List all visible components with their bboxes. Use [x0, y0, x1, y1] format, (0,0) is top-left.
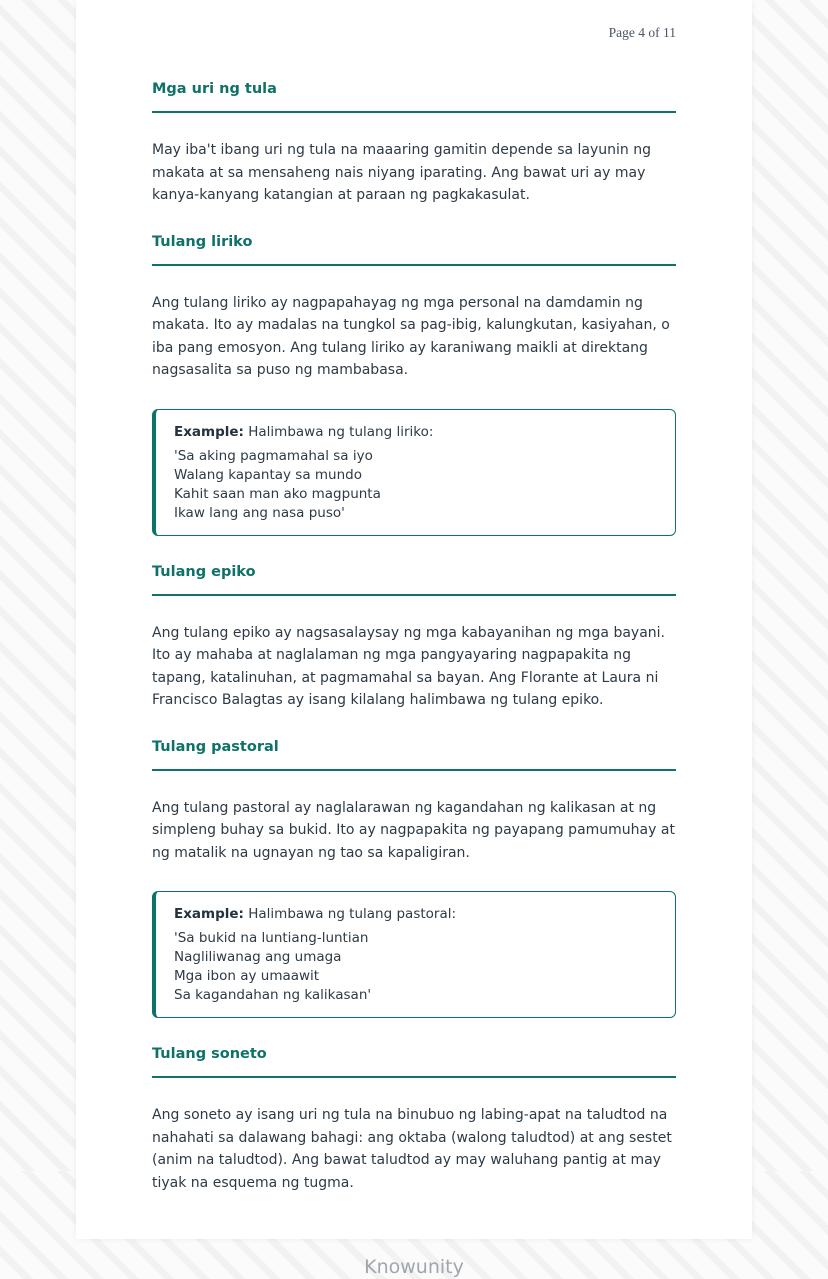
example-box-pastoral — [152, 891, 676, 1018]
example-line: Mga ibon ay umaawit — [174, 968, 320, 984]
section-paragraph: Ang tulang epiko ay nagsasalaysay ng mga kabayanihan ng mga bayani. Ito ay mahaba at naglalaman ng mga pangyayaring nagpapakita ng tapang, katalinuhan, at pagmamahal sa bayan. Ang Florante at Laura ni Francisco Balagtas ay isang kilalang halimbawa ng tulang epiko. — [152, 624, 665, 708]
page-indicator: Page 4 of 11 — [608, 25, 676, 40]
intro-paragraph: May iba't ibang uri ng tula na maaaring gamitin depende sa layunin ng makata at sa mensaheng nais niyang iparating. Ang bawat uri ay may kanya-kanyang katangian at paraan ng pagkakasulat. — [152, 142, 652, 203]
section-heading-tulang-epiko: Tulang epiko — [152, 564, 676, 596]
example-line: Nagliliwanag ang umaga — [174, 949, 342, 965]
footer-brand: Knowunity — [364, 1256, 464, 1278]
example-label: Example: — [174, 906, 244, 922]
section-paragraph: Ang tulang liriko ay nagpapahayag ng mga personal na damdamin ng makata. Ito ay madalas na tungkol sa pag-ibig, kalungkutan, kasiyahan, o iba pang emosyon. Ang tulang liriko ay karaniwang maikli at direktang nagsasalita sa puso ng mambabasa. — [152, 294, 670, 378]
example-line: Kahit saan man ako magpunta — [174, 485, 381, 502]
document-sheet — [76, 0, 752, 1239]
doc-title: Mga uri ng tula — [152, 81, 676, 113]
section-heading-tulang-soneto: Tulang soneto — [152, 1046, 676, 1078]
example-line: 'Sa aking pagmamahal sa iyo — [174, 447, 373, 464]
example-line: 'Sa bukid na luntiang-luntian — [174, 930, 369, 946]
example-intro-line — [174, 905, 659, 924]
example-intro-line — [174, 423, 659, 442]
example-line: Ikaw lang ang nasa puso' — [174, 504, 345, 521]
section-paragraph: Ang tulang pastoral ay naglalarawan ng kagandahan ng kalikasan at ng simpleng buhay sa bukid. Ito ay nagpapakita ng payapang pamumuhay at ng matalik na ugnayan ng tao sa kapaligiran. — [152, 799, 675, 861]
example-label: Example: — [174, 423, 244, 440]
section-heading-tulang-pastoral: Tulang pastoral — [152, 739, 676, 771]
example-line: Walang kapantay sa mundo — [174, 466, 362, 483]
example-box-liriko — [152, 409, 676, 536]
section-heading-tulang-liriko: Tulang liriko — [152, 234, 676, 266]
example-intro-text: Halimbawa ng tulang pastoral: — [243, 906, 457, 922]
example-intro-text: Halimbawa ng tulang liriko: — [243, 423, 434, 440]
section-paragraph: Ang soneto ay isang uri ng tula na binubuo ng labing-apat na taludtod na nahahati sa dalawang bahagi: ang oktaba (walong taludtod) at ang sestet (anim na taludtod). Ang bawat taludtod ay may waluhang pantig at may tiyak na esquema ng tugma. — [152, 1107, 672, 1191]
example-line: Sa kagandahan ng kalikasan' — [174, 987, 372, 1003]
